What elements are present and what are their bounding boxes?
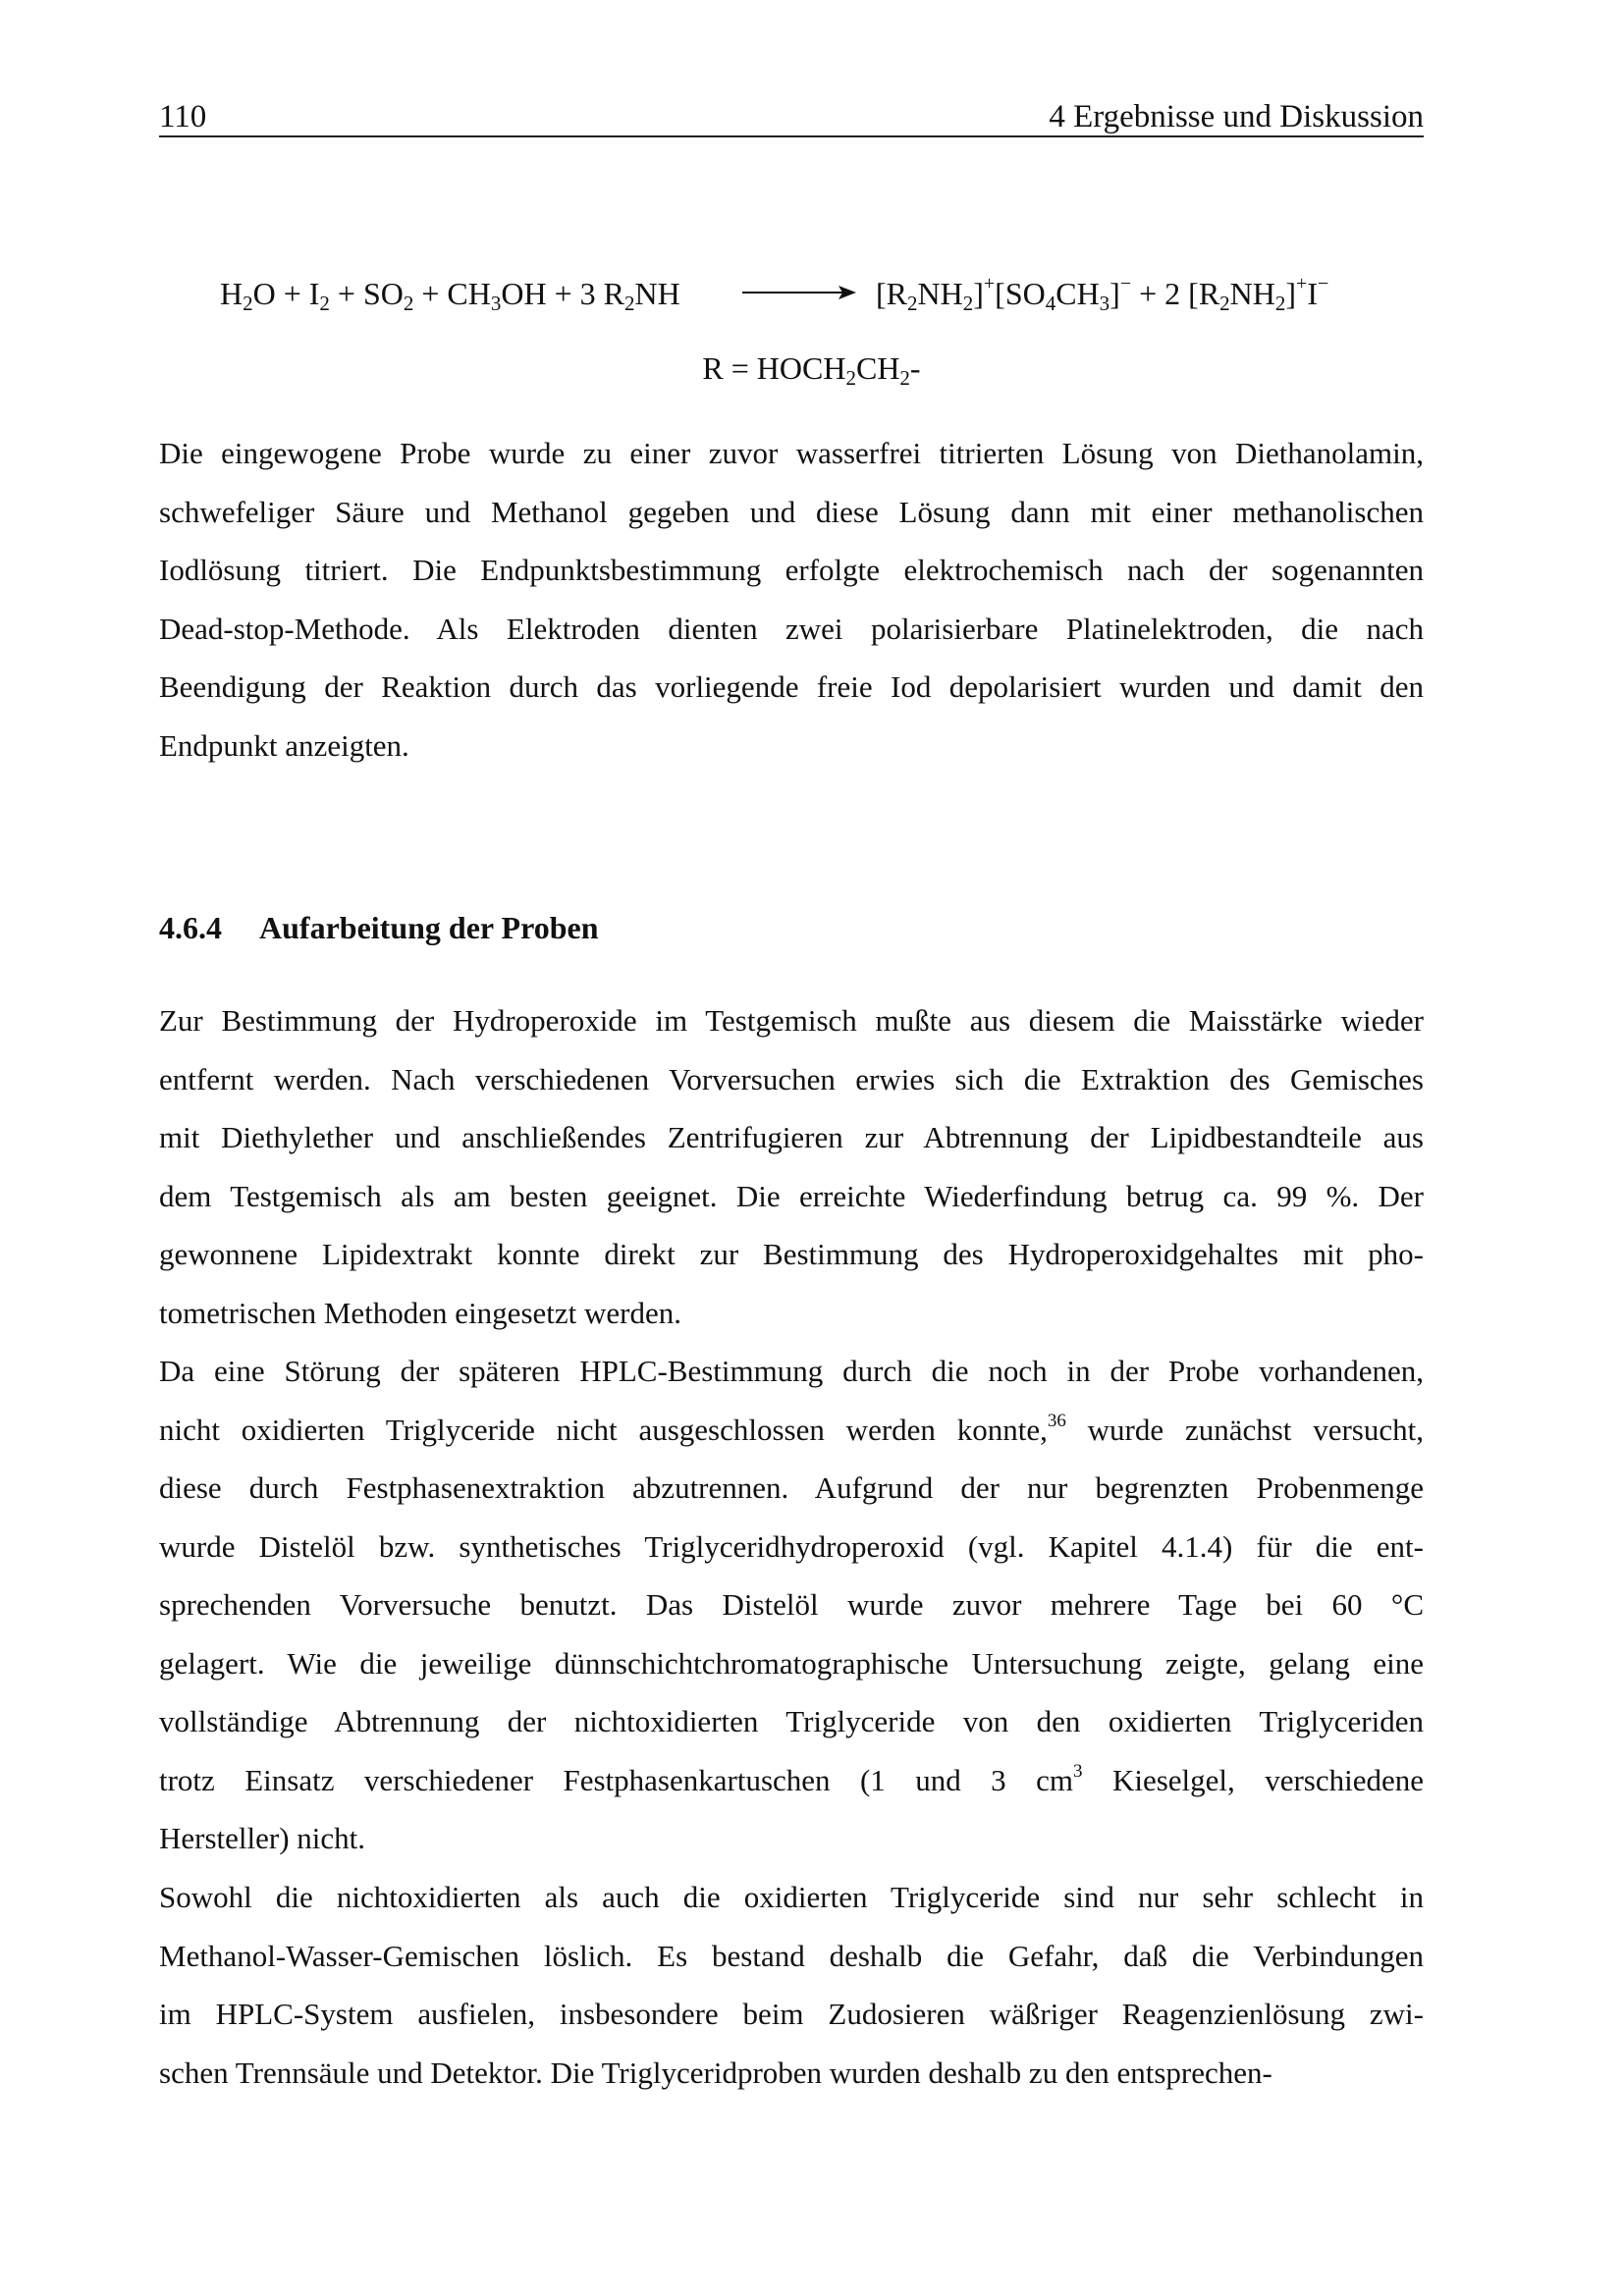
text-line: Methanol-Wasser-Gemischen löslich. Es bestand deshalb die Gefahr, daß die Verbindungen [159,1938,1424,1973]
text-line: trotz Einsatz verschiedener Festphasenkartuschen (1 und 3 $cm^3$ Kieselgel, verschiedene [159,1760,1424,1797]
text-line: Dead-stop-Methode. Als Elektroden dienten zwei polarisierbare Platinelektroden, die nach [159,611,1424,646]
text-line: im HPLC-System ausfielen, insbesondere beim Zudosieren wäßriger Reagenzienlösung zwi- [159,1997,1424,2031]
text-line: wurde Distelöl bzw. synthetisches Triglyceridhydroperoxid (vgl. Kapitel 4.1.4) für die ent- [159,1528,1424,1564]
text-line: Sowohl die nichtoxidierten als auch die oxidierten Triglyceride sind nur sehr schlecht in [159,1880,1424,1914]
section-number: 4.6.4 [159,910,222,945]
text-line: Hersteller) nicht. [159,1821,366,1855]
text-line: mit Diethylether und anschließendes Zentrifugieren zur Abtrennung der Lipidbestandteile aus [159,1120,1424,1154]
paragraph-titration [159,424,1424,774]
paragraph-extraction [159,991,1424,1342]
text-line: schwefeliger Säure und Methanol gegeben und diese Lösung dann mit einer methanolischen [159,494,1424,529]
text-line: schen Trennsäule und Detektor. Die Triglyceridproben wurden deshalb zu den entsprechen- [159,2055,1272,2090]
text-line: entfernt werden. Nach verschiedenen Vorversuchen erwies sich die Extraktion des Gemisches [159,1061,1424,1096]
text-line: Beendigung der Reaktion durch das vorliegende freie Iod depolarisiert wurden und damit den [159,669,1424,704]
equation-products: $[R_2NH_2]^+[SO_4CH_3]^- + 2$ $[R_2NH_2]^+I^-$ [876,273,1329,315]
substituent-definition: $R = HOCH_2CH_2-$ [702,350,921,390]
running-chapter-title: 4 Ergebnisse und Diskussion [1049,99,1424,134]
text-line: sprechenden Vorversuche benutzt. Das Distelöl wurde zuvor mehrere Tage bei 60 °C [159,1587,1424,1622]
paragraph-solubility [159,1868,1424,2102]
page-number: 110 [159,99,207,134]
text-line: Zur Bestimmung der Hydroperoxide im Testgemisch mußte aus diesem die Maisstärke wieder [159,1003,1424,1038]
text-line: Endpunkt anzeigten. [159,727,409,763]
section-heading [159,903,599,952]
text-line: gelagert. Wie die jeweilige dünnschichtchromatographische Untersuchung zeigte, gelang eine [159,1645,1424,1681]
paragraph-solid-phase-extraction [159,1342,1424,1868]
text-line: gewonnene Lipidextrakt konnte direkt zur Bestimmung des Hydroperoxidgehaltes mit pho- [159,1237,1424,1271]
text-line: Iodlösung titriert. Die Endpunktsbestimmung erfolgte elektrochemisch nach der sogenannten [159,553,1424,587]
reaction-arrow-icon [740,281,858,304]
text-line: Da eine Störung der späteren HPLC-Bestimmung durch die noch in der Probe vorhandenen, [159,1354,1424,1388]
text-line: diese durch Festphasenextraktion abzutrennen. Aufgrund der nur begrenzten Probenmenge [159,1470,1424,1505]
section-title: Aufarbeitung der Proben [259,910,599,945]
text-line: tometrischen Methoden eingesetzt werden. [159,1295,681,1330]
text-line: dem Testgemisch als am besten geeignet. Die erreichte Wiederfindung betrug ca. 99 %. Der [159,1178,1424,1213]
text-line: nicht oxidierten Triglyceride nicht ausgeschlossen werden konnte,$^{36}$ wurde zunächst versucht, [159,1410,1424,1447]
text-line: Die eingewogene Probe wurde zu einer zuvor wasserfrei titrierten Lösung von Diethanolamin, [159,436,1424,470]
karl-fischer-reaction-equation [220,265,1398,324]
page-header [159,98,1424,137]
equation-reactants: $H_2O + I_2 + SO_2 + CH_3OH + 3$ $R_2NH$ [220,276,680,315]
text-line: vollständige Abtrennung der nichtoxidierten Triglyceride von den oxidierten Triglyceriden [159,1704,1424,1738]
